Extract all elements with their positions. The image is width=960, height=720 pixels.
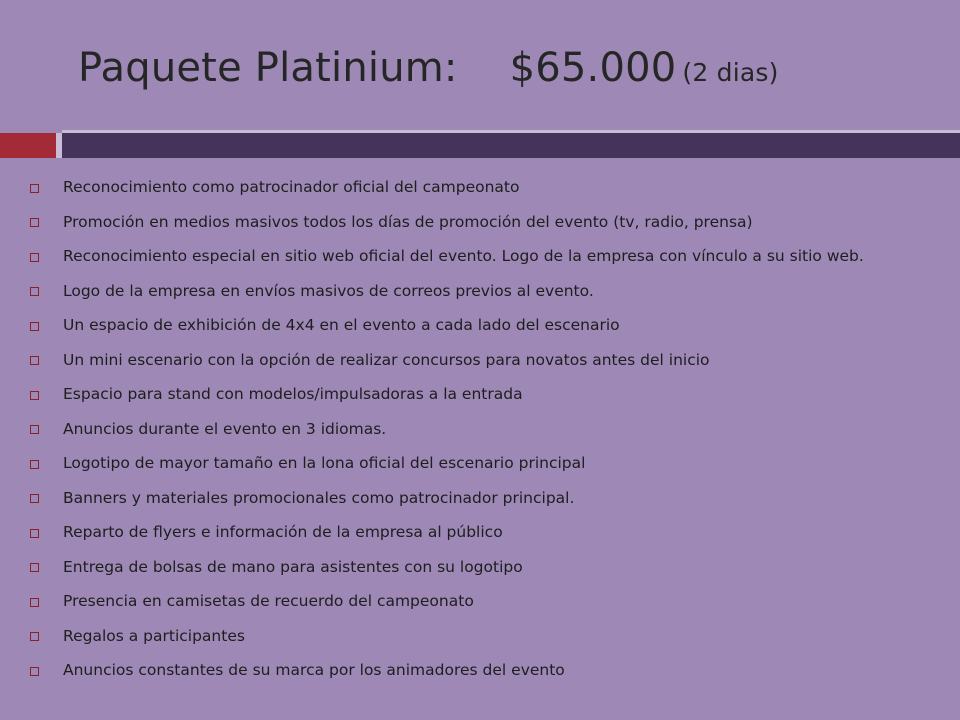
list-item-text: Un espacio de exhibición de 4x4 en el evento a cada lado del escenario — [63, 316, 620, 335]
hollow-square-icon — [30, 322, 39, 331]
hollow-square-icon — [30, 184, 39, 193]
list-item-text: Banners y materiales promocionales como patrocinador principal. — [63, 488, 575, 507]
hollow-square-icon — [30, 391, 39, 400]
list-item-text: Entrega de bolsas de mano para asistentes con su logotipo — [63, 557, 523, 576]
list-item-text: Un mini escenario con la opción de realizar concursos para novatos antes del inicio — [63, 350, 710, 369]
list-item — [28, 170, 948, 205]
list-item — [28, 308, 948, 343]
list-item — [28, 343, 948, 378]
list-item — [28, 446, 948, 481]
list-item — [28, 412, 948, 447]
title-days: (2 dias) — [682, 58, 779, 87]
list-item-text: Presencia en camisetas de recuerdo del campeonato — [63, 592, 474, 611]
list-item — [28, 377, 948, 412]
title-price: $65.000 — [509, 45, 677, 91]
list-item-text: Logotipo de mayor tamaño en la lona oficial del escenario principal — [63, 454, 586, 473]
title-main: Paquete Platinium: — [78, 45, 458, 91]
list-item-text: Reconocimiento como patrocinador oficial del campeonato — [63, 178, 520, 197]
list-item — [28, 550, 948, 585]
list-item — [28, 619, 948, 654]
hollow-square-icon — [30, 425, 39, 434]
list-item-text: Logo de la empresa en envíos masivos de correos previos al evento. — [63, 281, 594, 300]
list-item-text: Reparto de flyers e información de la empresa al público — [63, 523, 503, 542]
accent-band-red — [0, 133, 56, 158]
list-item-text: Promoción en medios masivos todos los días de promoción del evento (tv, radio, prensa) — [63, 212, 753, 231]
hollow-square-icon — [30, 563, 39, 572]
hollow-square-icon — [30, 494, 39, 503]
hollow-square-icon — [30, 356, 39, 365]
hollow-square-icon — [30, 632, 39, 641]
list-item — [28, 239, 948, 274]
accent-band-purple — [62, 133, 960, 158]
list-item-text: Anuncios durante el evento en 3 idiomas. — [63, 419, 387, 438]
hollow-square-icon — [30, 667, 39, 676]
list-item-text: Anuncios constantes de su marca por los animadores del evento — [63, 661, 565, 680]
hollow-square-icon — [30, 460, 39, 469]
list-item — [28, 653, 948, 688]
slide-title — [78, 46, 779, 90]
list-item — [28, 481, 948, 516]
list-item-text: Espacio para stand con modelos/impulsadoras a la entrada — [63, 385, 523, 404]
hollow-square-icon — [30, 529, 39, 538]
hollow-square-icon — [30, 218, 39, 227]
list-item-text: Reconocimiento especial en sitio web oficial del evento. Logo de la empresa con vínculo a su sitio web. — [63, 247, 864, 266]
list-item — [28, 205, 948, 240]
list-item-text: Regalos a participantes — [63, 626, 245, 645]
hollow-square-icon — [30, 253, 39, 262]
hollow-square-icon — [30, 598, 39, 607]
list-item — [28, 515, 948, 550]
list-item — [28, 584, 948, 619]
list-item — [28, 274, 948, 309]
bullet-list — [28, 170, 948, 688]
hollow-square-icon — [30, 287, 39, 296]
